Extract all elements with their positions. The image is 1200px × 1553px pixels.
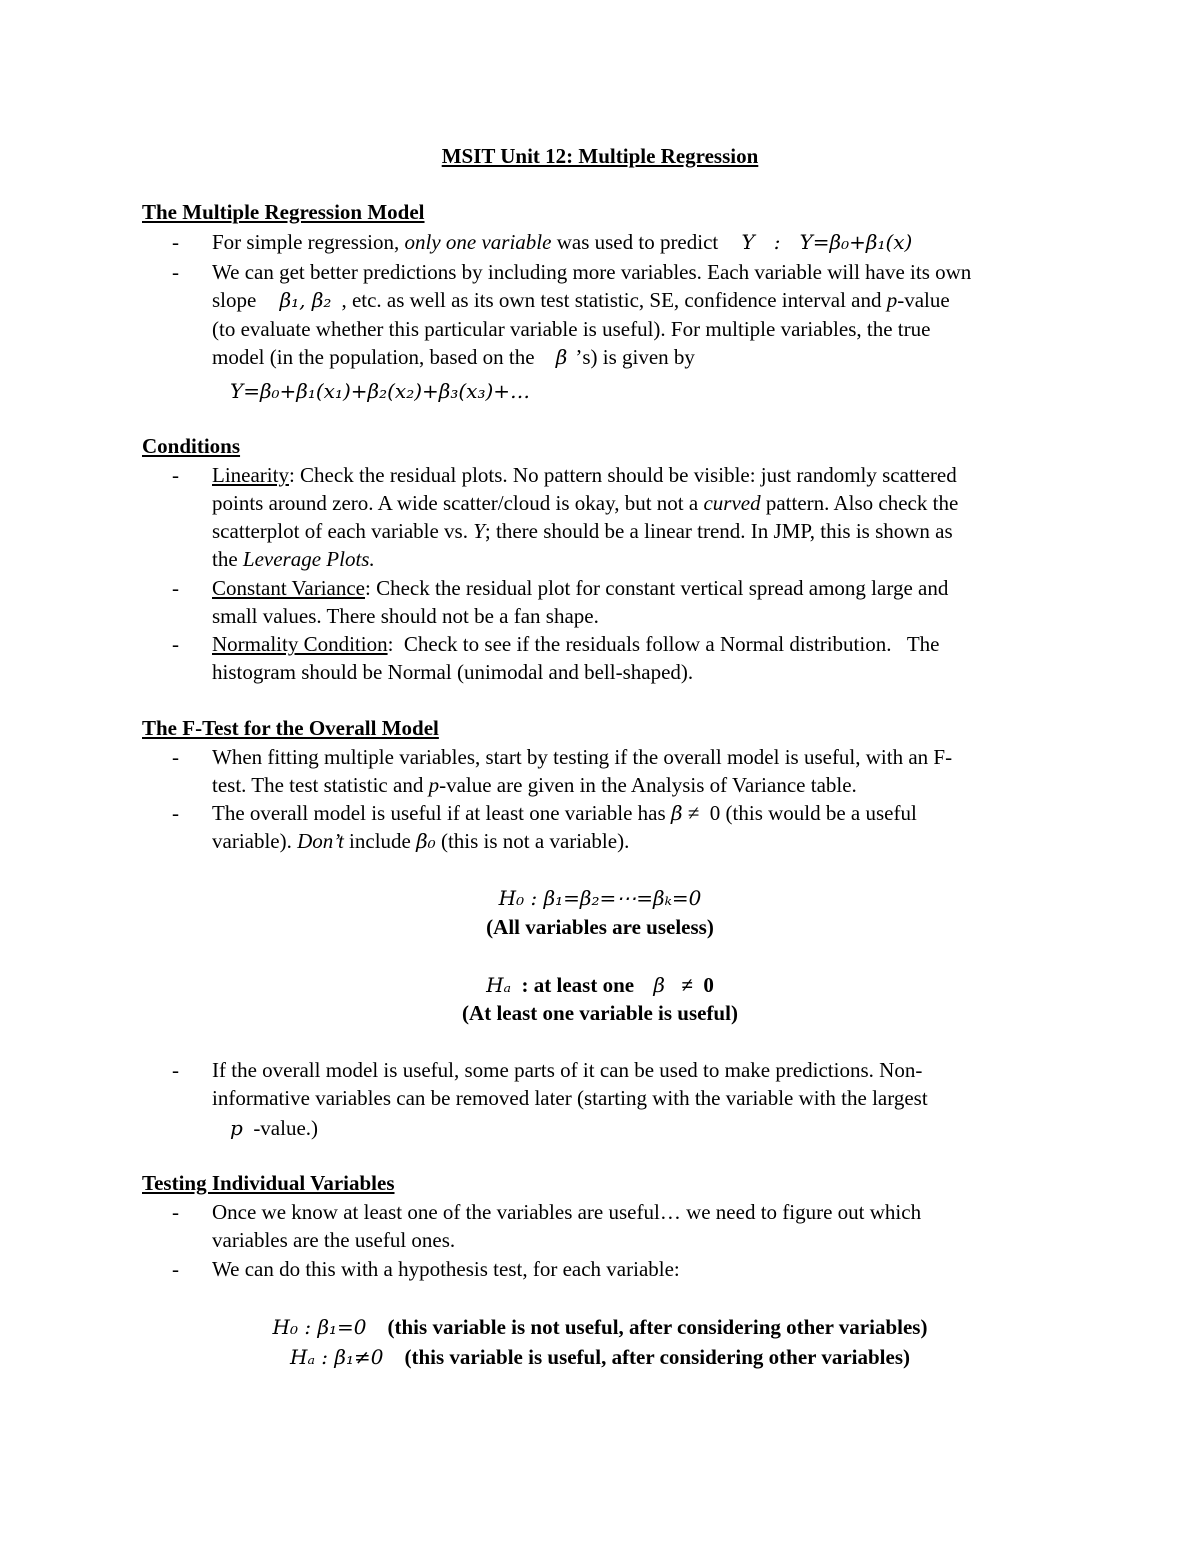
text-span: : at least one (511, 973, 640, 997)
ftest-null-description: (All variables are useless) (486, 915, 714, 939)
section-heading-ftest: The F-Test for the Overall Model (142, 716, 439, 740)
text-span: test. The test statistic and (212, 773, 429, 797)
model-bullet-2-line-4 (212, 343, 695, 371)
math-beta: β (653, 973, 665, 997)
ftest-bullet-2-line-2 (212, 827, 629, 855)
text-span: We can get better predictions by including more variables. Each variable will have its own (212, 260, 972, 284)
null-description: (this variable is not useful, after considering other variables) (387, 1315, 928, 1339)
bullet-dash: - (172, 1200, 179, 1224)
text-span: was used to predict (551, 230, 719, 254)
text-span: model (in the population, based on the (212, 345, 535, 369)
linearity-line-4 (212, 545, 375, 573)
text-span: (this is not a variable). (435, 829, 630, 853)
text-span: When fitting multiple variables, start by testing if the overall model is useful, with an F- (212, 745, 953, 769)
ftest-null-hypothesis: H₀ : β₁=β₂=⋯=βₖ=0 (498, 886, 702, 910)
ftest-alt-description: (At least one variable is useful) (462, 1001, 738, 1025)
text-span: pattern. Also check the (760, 491, 959, 515)
ftest-alt-hypothesis (0, 971, 1200, 999)
math-h0: H₀ : β₁=0 (272, 1315, 367, 1339)
math-population-model: Y=β₀+β₁(x₁)+β₂(x₂)+β₃(x₃)+… (230, 379, 531, 403)
text-span: ’s) is given by (575, 345, 695, 369)
text-span: slope (212, 288, 257, 312)
bullet-dash: - (172, 745, 179, 769)
individual-bullet-1-line-2: variables are the useful ones. (212, 1228, 456, 1252)
text-span: variable). (212, 829, 298, 853)
linearity-line-2 (212, 489, 958, 517)
text-span: If the overall model is useful, some parts of it can be used to make predictions. Non- (212, 1058, 923, 1082)
ftest-bullet-3-line-2: informative variables can be removed later (starting with the variable with the largest (212, 1086, 928, 1110)
model-bullet-2-line-3: (to evaluate whether this particular variable is useful). For multiple variables, the true (212, 317, 931, 341)
text-span: , etc. as well as its own test statistic, SE, confidence interval and (341, 288, 887, 312)
ftest-bullet-3-line-3 (230, 1114, 318, 1142)
linearity-label: Linearity (212, 463, 289, 487)
linearity-line-3 (212, 517, 953, 545)
italic-y: Y (473, 519, 485, 543)
section-heading-conditions: Conditions (142, 434, 241, 458)
math-p: p (230, 1116, 243, 1140)
text-span: : Check to see if the residuals follow a Normal distribution. The (387, 632, 940, 656)
math-ha: Hₐ : β₁≠0 (290, 1345, 384, 1369)
text-span: ≠ 0 (this would be a useful (682, 801, 917, 825)
bullet-dash: - (172, 1257, 179, 1281)
normality-line-2: histogram should be Normal (unimodal and bell-shaped). (212, 660, 694, 684)
document-title: MSIT Unit 12: Multiple Regression (441, 144, 759, 168)
bullet-dash: - (172, 632, 179, 656)
text-span: include (343, 829, 417, 853)
individual-alt-hypothesis (0, 1343, 1200, 1371)
emphasis-text: curved (703, 491, 761, 515)
text-span: -value are given in the Analysis of Variance table. (439, 773, 857, 797)
text-span: : Check the residual plots. No pattern should be visible: just randomly scattered (288, 463, 957, 487)
text-span: points around zero. A wide scatter/cloud is okay, but not a (212, 491, 704, 515)
math-beta-zero: β₀ (416, 829, 436, 853)
emphasis-text: only one variable (404, 230, 552, 254)
text-span: ≠ 0 (670, 973, 714, 997)
italic-p: p (428, 773, 440, 797)
text-span: We can do this with a hypothesis test, for each variable: (212, 1257, 680, 1281)
bullet-dash: - (172, 801, 179, 825)
bullet-dash: - (172, 463, 179, 487)
text-span: scatterplot of each variable vs. (212, 519, 474, 543)
text-span: : Check the residual plot for constant vertical spread among large and (365, 576, 949, 600)
math-slopes: β₁, β₂ (279, 288, 332, 312)
ftest-bullet-1-line-2 (212, 771, 857, 799)
bullet-dash: - (172, 260, 179, 284)
text-span: Once we know at least one of the variables are useful… we need to figure out which (212, 1200, 922, 1224)
bullet-dash: - (172, 1058, 179, 1082)
emphasis-text: Don’t (297, 829, 344, 853)
constant-variance-line-2: small values. There should not be a fan shape. (212, 604, 599, 628)
text-span: For simple regression, (212, 230, 405, 254)
text-span: -value.) (242, 1116, 319, 1140)
math-beta: β (670, 801, 683, 825)
math-simple-regression: Y : Y=β₀+β₁(x) (741, 230, 913, 254)
math-beta: β (555, 345, 568, 369)
bullet-dash: - (172, 576, 179, 600)
alt-description: (this variable is useful, after considering other variables) (404, 1345, 910, 1369)
text-span: The overall model is useful if at least one variable has (212, 801, 671, 825)
math-ha: Hₐ (486, 973, 512, 997)
italic-p: p (886, 288, 898, 312)
text-span: ; there should be a linear trend. In JMP, this is shown as (484, 519, 953, 543)
section-heading-individual: Testing Individual Variables (142, 1171, 395, 1195)
section-heading-model: The Multiple Regression Model (142, 200, 425, 224)
text-span: the (212, 547, 243, 571)
text-span: -value (897, 288, 950, 312)
individual-null-hypothesis (0, 1313, 1200, 1341)
emphasis-text: Leverage Plots. (242, 547, 375, 571)
constant-variance-label: Constant Variance (212, 576, 365, 600)
model-bullet-2-line-2 (212, 286, 950, 314)
normality-label: Normality Condition (212, 632, 388, 656)
bullet-dash: - (172, 230, 179, 254)
